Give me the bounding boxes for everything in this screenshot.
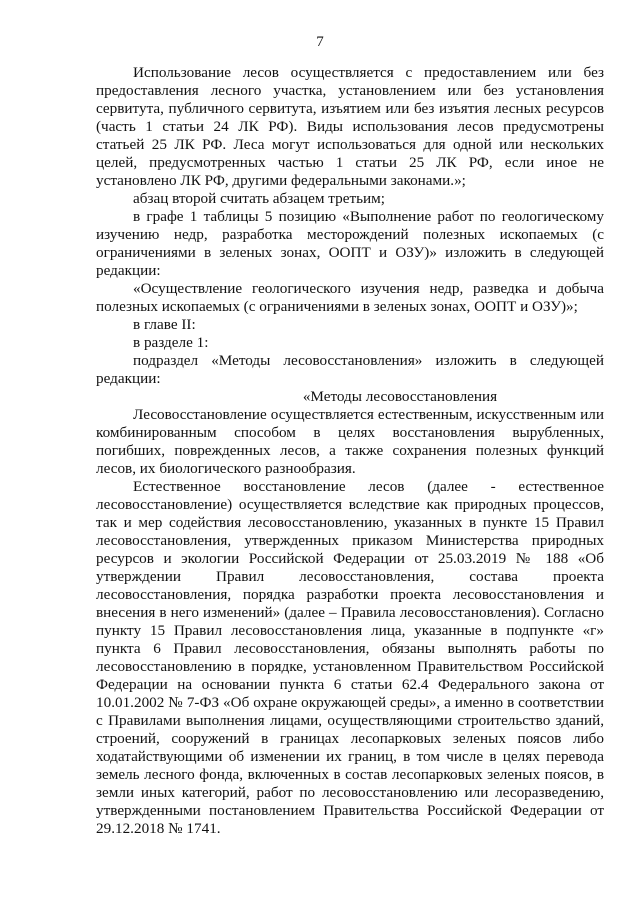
paragraph-reforestation: Лесовосстановление осуществляется естественным, искусственным или комбинированным способом в целях восстановления вырубленных, погибших, поврежденных лесов, а также сохранения полезных функций лесов, их биологического разнообразия. <box>96 406 604 477</box>
paragraph-natural-reforestation: Естественное восстановление лесов (далее - естественное лесовосстановление) осуществляется вследствие как природных процессов, так и мер содействия лесовосстановлению, указанных в пункте 15 Правил лесовосстановления, утвержденных приказом Министерства природных ресурсов и экологии Российской Федерации от 25.03.2019 № 188 «Об утверждении Правил лесовосстановления, состава проекта лесовосстановления, порядка разработки проекта лесовосстановления и внесения в него изменений» (далее – Правила лесовосстановления). Согласно пункту 15 Правил лесовосстановления лица, указанные в подпункте «г» пункта 6 Правил лесовосстановления, обязаны выполнять работы по лесовосстановлению в порядке, установленном Правительством Российской Федерации на основании пункта 6 статьи 62.4 Федерального закона от 10.01.2002 № 7-ФЗ «Об охране окружающей среды», а именно в соответствии с Правилами выполнения лицами, осуществляющими строительство зданий, строений, сооружений в границах лесопарковых зеленых поясов либо ходатайствующими об изменении их границ, в том числе в целях перевода земель лесного фонда, включенных в состав лесопарковых зеленых поясов, в земли иных категорий, работ по лесовосстановлению или лесоразведению, утвержденными постановлением Правительства Российской Федерации от 29.12.2018 № 1741. <box>96 478 604 837</box>
paragraph-amendment-1: абзац второй считать абзацем третьим; <box>133 190 385 207</box>
paragraph-section: в разделе 1: <box>133 334 209 351</box>
page-number: 7 <box>316 34 324 50</box>
paragraph-amendment-3: «Осуществление геологического изучения недр, разведка и добыча полезных ископаемых (с ограничениями в зеленых зонах, ООПТ и ОЗУ)»; <box>96 280 604 315</box>
paragraph-forest-use: Использование лесов осуществляется с предоставлением или без предоставления лесного участка, установлением или без установления сервитута, публичного сервитута, изъятием или без изъятия лесных ресурсов (часть 1 статьи 24 ЛК РФ). Виды использования лесов предусмотрены статьей 25 ЛК РФ. Леса могут использоваться для одной или нескольких целей, предусмотренных частью 1 статьи 25 ЛК РФ, если иное не установлено ЛК РФ, другими федеральными законами.»; <box>96 64 604 189</box>
paragraph-chapter: в главе II: <box>133 316 196 333</box>
subsection-title: «Методы лесовосстановления <box>302 388 498 405</box>
document-body <box>96 64 604 838</box>
paragraph-amendment-2: в графе 1 таблицы 5 позицию «Выполнение работ по геологическому изучению недр, разработка месторождений полезных ископаемых (с ограничениями в зеленых зонах, ООПТ и ОЗУ)» изложить в следующей редакции: <box>96 208 604 279</box>
paragraph-subsection: подраздел «Методы лесовосстановления» изложить в следующей редакции: <box>96 352 604 387</box>
